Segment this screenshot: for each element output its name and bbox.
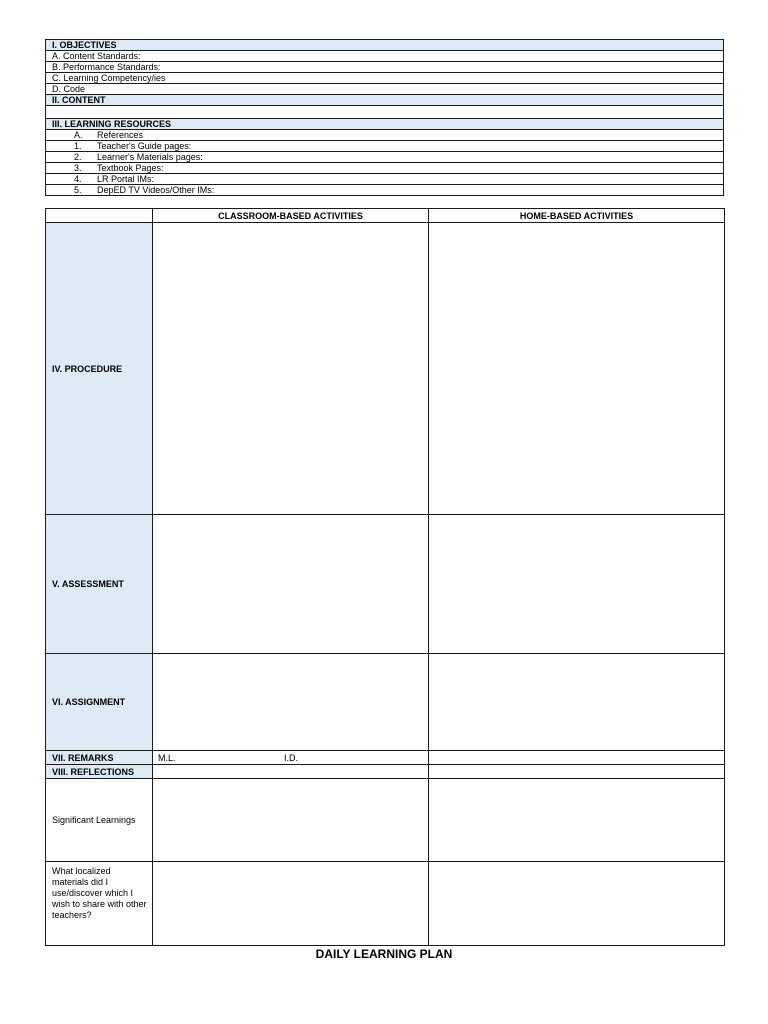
assignment-label: VI. ASSIGNMENT — [46, 654, 153, 751]
assessment-label: V. ASSESSMENT — [46, 515, 153, 654]
id-label: I.D. — [284, 752, 299, 763]
localized-classroom-cell[interactable] — [153, 862, 429, 946]
procedure-label: IV. PROCEDURE — [46, 223, 153, 515]
procedure-home-cell[interactable] — [429, 223, 725, 515]
significant-learnings-label: Significant Learnings — [46, 779, 153, 862]
resource-number: 2. — [74, 152, 82, 162]
references-row — [46, 130, 724, 141]
remarks-classroom-cell[interactable] — [153, 751, 429, 765]
resource-number: 1. — [74, 141, 82, 151]
resource-number: 4. — [74, 174, 82, 184]
code-row[interactable]: D. Code — [46, 84, 724, 95]
objectives-resources-table — [45, 39, 724, 196]
content-blank-row[interactable] — [46, 106, 724, 119]
ml-label: M.L. — [158, 752, 176, 763]
performance-standards-row[interactable]: B. Performance Standards: — [46, 62, 724, 73]
learners-materials-row[interactable] — [46, 152, 724, 163]
resource-label: DepED TV Videos/Other IMs: — [97, 185, 215, 195]
resource-number: 5. — [74, 185, 82, 195]
resource-label: Teacher's Guide pages: — [97, 141, 192, 151]
assignment-home-cell[interactable] — [429, 654, 725, 751]
procedure-classroom-cell[interactable] — [153, 223, 429, 515]
deped-tv-row[interactable] — [46, 185, 724, 196]
localized-home-cell[interactable] — [429, 862, 725, 946]
reflections-classroom-cell[interactable] — [153, 765, 429, 779]
corner-cell — [46, 209, 153, 223]
assessment-home-cell[interactable] — [429, 515, 725, 654]
resource-label: Textbook Pages: — [97, 163, 164, 173]
objectives-heading: I. OBJECTIVES — [46, 40, 724, 51]
assessment-classroom-cell[interactable] — [153, 515, 429, 654]
content-heading: II. CONTENT — [46, 95, 724, 106]
home-activities-header: HOME-BASED ACTIVITIES — [429, 209, 725, 223]
assignment-classroom-cell[interactable] — [153, 654, 429, 751]
references-marker: A. — [74, 130, 83, 140]
document-title: DAILY LEARNING PLAN — [315, 947, 453, 961]
reflections-label: VIII. REFLECTIONS — [46, 765, 153, 779]
content-standards-row[interactable]: A. Content Standards: — [46, 51, 724, 62]
references-label: References — [97, 130, 144, 140]
resource-number: 3. — [74, 163, 82, 173]
significant-classroom-cell[interactable] — [153, 779, 429, 862]
textbook-pages-row[interactable] — [46, 163, 724, 174]
localized-materials-label: What localized materials did I use/discover which I wish to share with other teachers? — [46, 862, 153, 946]
classroom-activities-header: CLASSROOM-BASED ACTIVITIES — [153, 209, 429, 223]
learning-competency-row[interactable]: C. Learning Competency/ies — [46, 73, 724, 84]
remarks-home-cell[interactable] — [429, 751, 725, 765]
learning-resources-heading: III. LEARNING RESOURCES — [46, 119, 724, 130]
remarks-label: VII. REMARKS — [46, 751, 153, 765]
activities-table — [45, 208, 725, 946]
teachers-guide-row[interactable] — [46, 141, 724, 152]
reflections-home-cell[interactable] — [429, 765, 725, 779]
resource-label: Learner's Materials pages: — [97, 152, 203, 162]
significant-home-cell[interactable] — [429, 779, 725, 862]
lr-portal-row[interactable] — [46, 174, 724, 185]
resource-label: LR Portal IMs: — [97, 174, 155, 184]
